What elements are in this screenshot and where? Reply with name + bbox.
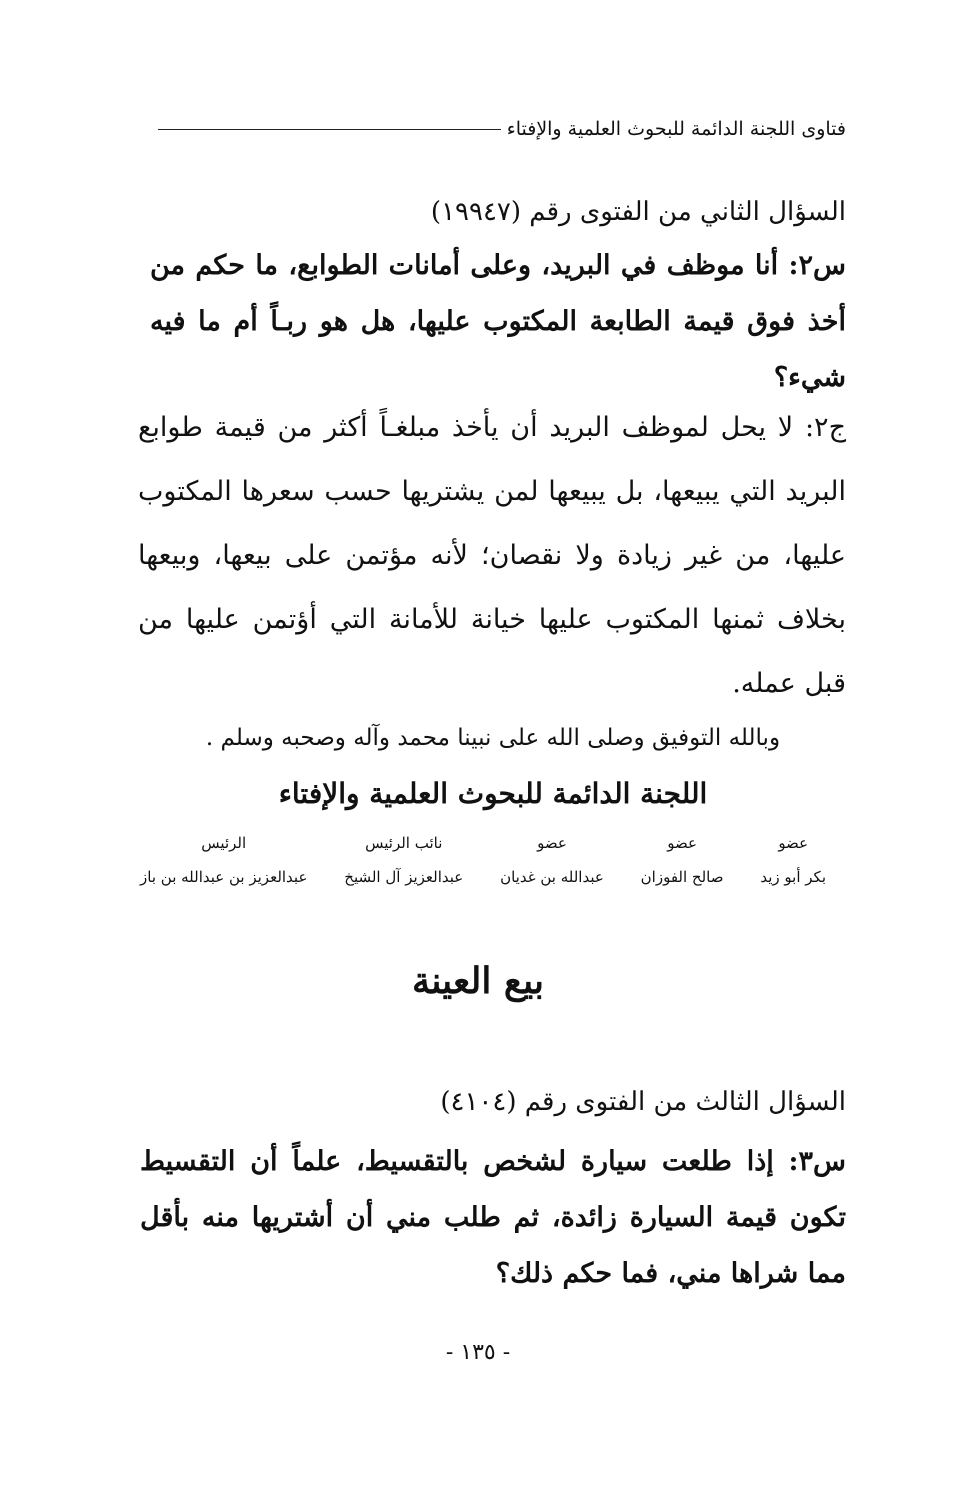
header-rule [158, 129, 501, 130]
running-header [158, 118, 846, 140]
fatwa2-question: س٣: إذا طلعت سيارة لشخص بالتقسيط، علماً أن التقسيط تكون قيمة السيارة زائدة، ثم طلب مني أن أشتريها منه بأقل مما شراها مني، فما حكم ذلك؟ [140, 1146, 846, 1289]
signatory-role: نائب الرئيس [365, 834, 443, 852]
section-title: بيع العينة [412, 960, 544, 1002]
signatory [641, 834, 724, 886]
signatory-name: بكر أبو زيد [760, 868, 826, 886]
signatory [344, 834, 463, 886]
signatory-name: عبدالعزيز بن عبدالله بن باز [140, 868, 308, 886]
fatwa1-answer: ج٢: لا يحل لموظف البريد أن يأخذ مبلغـاً أكثر من قيمة طوابع البريد التي يبيعها، بل يبيعها لمن يشتريها حسب سعرها المكتوب عليها، من غير زيادة ولا نقصان؛ لأنه مؤتمن على بيعها، وبيعها بخلاف ثمنها المكتوب عليها خيانة للأمانة التي أؤتمن عليها من قبل عمله. [138, 412, 846, 699]
fatwa1-closing: وبالله التوفيق وصلى الله على نبينا محمد وآله وصحبه وسلم . [205, 725, 781, 751]
header-title: فتاوى اللجنة الدائمة للبحوث العلمية والإفتاء [506, 118, 846, 140]
fatwa2-heading: السؤال الثالث من الفتوى رقم (٤١٠٤) [440, 1087, 846, 1117]
signatory [140, 834, 307, 886]
committee-name: اللجنة الدائمة للبحوث العلمية والإفتاء [278, 777, 708, 810]
signatory-role: عضو [778, 834, 809, 852]
signatories [140, 834, 826, 886]
page-number: - ١٣٥ - [445, 1340, 511, 1365]
signatory-name: عبدالله بن غديان [500, 868, 604, 886]
fatwa1-question: س٢: أنا موظف في البريد، وعلى أمانات الطوابع، ما حكم من أخذ فوق قيمة الطابعة المكتوب عليها، هل هو ربـاً أم ما فيه شيء؟ [150, 250, 846, 393]
signatory-name: صالح الفوزان [640, 868, 724, 886]
signatory [500, 834, 604, 886]
signatory-role: عضو [667, 834, 697, 852]
signatory-role: الرئيس [201, 834, 247, 852]
fatwa1-heading: السؤال الثاني من الفتوى رقم (١٩٩٤٧) [430, 197, 846, 227]
signatory [760, 834, 826, 886]
signatory-name: عبدالعزيز آل الشيخ [344, 868, 464, 886]
signatory-role: عضو [537, 834, 567, 852]
